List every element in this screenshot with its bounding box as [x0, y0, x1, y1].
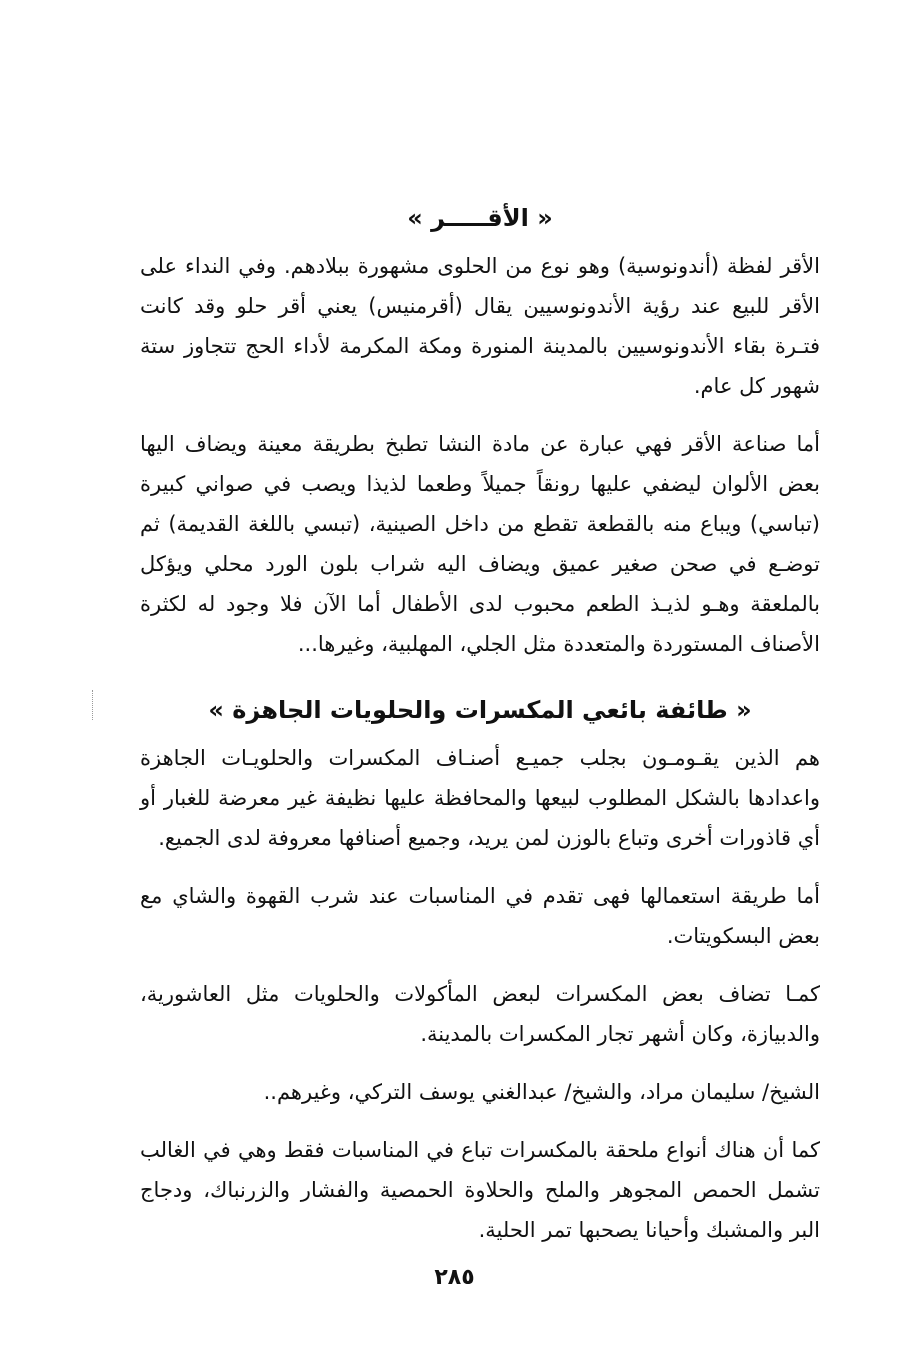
page-number: ٢٨٥	[434, 1265, 475, 1290]
paragraph: كمـا تضاف بعض المكسرات لبعض المأكولات والحلويات مثل العاشورية، والدبيازة، وكان أشهر تجار المكسرات بالمدينة.	[140, 982, 820, 1046]
paragraph: أما صناعة الأقر فهي عبارة عن مادة النشا تطبخ بطريقة معينة ويضاف اليها بعض الألوان ليضفي عليها رونقاً جميلاً وطعما لذيذا ويصب في صواني كبيرة (تباسي) ويباع منه بالقطعة تقطع من داخل الصينية، (تبسي باللغة القديمة) ثم توضـع في صحن صغير عميق ويضاف اليه شراب بلون الورد محلي ويؤكل بالملعقة وهـو لذيـذ الطعم محبوب لدى الأطفال أما الآن فلا وجود له لكثرة الأصناف المستوردة والمتعددة مثل الجلي، المهلبية، وغيرها...	[140, 432, 820, 656]
paragraph: أما طريقة استعمالها فهى تقدم في المناسبات عند شرب القهوة والشاي مع بعض البسكويتات.	[140, 884, 820, 948]
paragraph: الأقر لفظة (أندونوسية) وهو نوع من الحلوى مشهورة ببلادهم. وفي النداء على الأقر للبيع عند رؤية الأندونوسيين يقال (أقرمنيس) يعني أقر حلو وقد كانت فتـرة بقاء الأندونوسيين بالمدينة المنورة ومكة المكرمة لأداء الحج تتجاوز ستة شهور كل عام.	[140, 254, 820, 398]
section-aqar-body	[140, 246, 820, 664]
margin-mark	[92, 690, 95, 720]
paragraph: كما أن هناك أنواع ملحقة بالمكسرات تباع في المناسبات فقط وهي في الغالب تشمل الحمص المجوهر والملح والحلاوة الحمصية والفشار والزرنباك، ودجاج البر والمشبك وأحيانا يصحبها تمر الحلية.	[140, 1138, 820, 1242]
paragraph: الشيخ/ سليمان مراد، والشيخ/ عبدالغني يوسف التركي، وغيرهم..	[263, 1080, 820, 1104]
section-nut-sellers-body	[140, 738, 820, 1250]
section-title-nut-sellers: « طائفة بائعي المكسرات والحلويات الجاهزة »	[208, 696, 752, 724]
paragraph: هم الذين يقـومـون بجلب جميـع أصنـاف المكسرات والحلويـات الجاهزة واعدادها بالشكل المطلوب لبيعها والمحافظة عليها نظيفة غير معرضة للغبار أو أي قاذورات أخرى وتباع بالوزن لمن يريد، وجميع أصنافها معروفة لدى الجميع.	[140, 746, 820, 850]
section-title-aqar: « الأقـــــر »	[407, 204, 553, 232]
